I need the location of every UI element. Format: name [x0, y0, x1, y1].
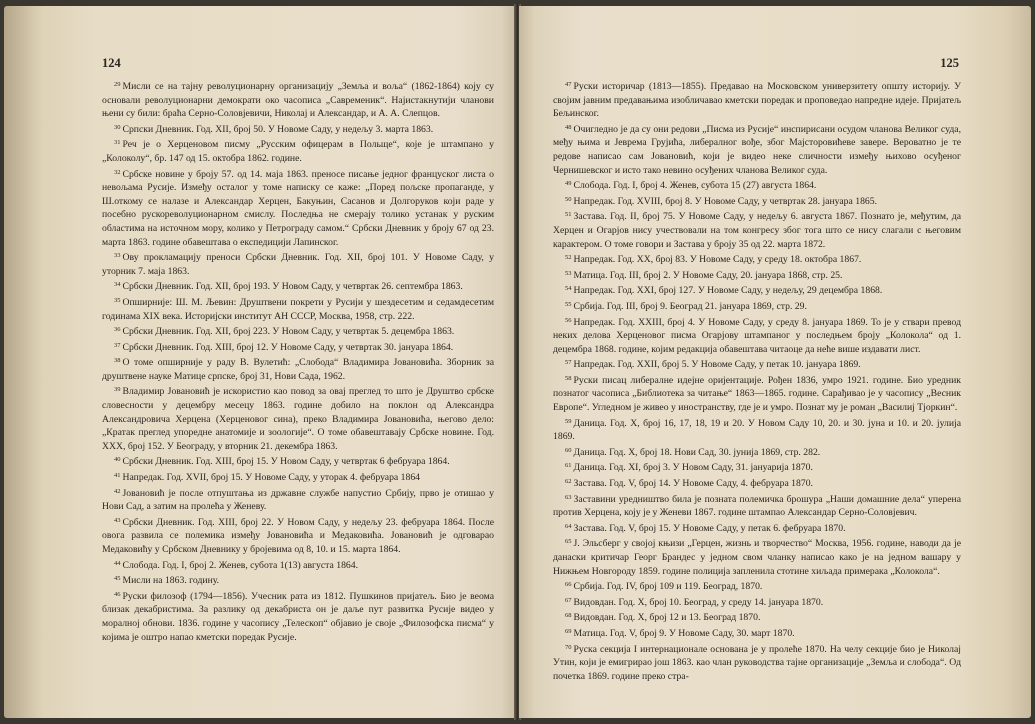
- footnote: [553, 251, 961, 267]
- footnote-number: 63: [565, 493, 572, 501]
- footnote-text: О томе опширније у раду В. Вулетић: „Слобода“ Владимира Јовановића. Зборник за друштвене науке Матице српске, број 31, Нови Сада, 1962.: [102, 357, 494, 382]
- footnote: [102, 485, 494, 514]
- footnote-number: 35: [114, 296, 121, 304]
- footnote: [553, 267, 961, 283]
- footnote-text: Руски историчар (1813—1855). Предавао на Московском универзитету општу историју. У својим јавним предавањима изобличавао кметски поредак и проповедао напредне идеје. Пријатељ Бељинског.: [553, 81, 961, 120]
- footnote: [553, 314, 961, 357]
- page-number: 125: [940, 56, 959, 70]
- footnote-number: 37: [114, 341, 121, 349]
- footnote-number: 53: [565, 269, 572, 277]
- footnote-number: 57: [565, 359, 572, 367]
- footnote: [102, 588, 494, 644]
- footnote-text: Напредак. Год. XX, број 83. У Новоме Саду, у среду 18. октобра 1867.: [573, 254, 862, 266]
- footnote-text: Заставини уредништво била је позната полемичка брошура „Наши домашние дела“ уперена против Херцена, коју је у Женеви 1867. године штампао Александар Серно-Соловјевич.: [553, 493, 961, 519]
- footnote: [102, 166, 494, 250]
- footnote-text: Србија. Год. III, број 9. Београд 21. јануара 1869, стр. 29.: [573, 300, 807, 312]
- footnote-text: Јовановић је после отпуштања из државне службе напустио Србију, прво је отишао у Нови Сад, а затим на пролећа у Женеву.: [102, 487, 494, 513]
- footnote: [553, 491, 961, 520]
- footnote: [553, 535, 961, 578]
- footnote: [553, 78, 961, 121]
- footnotes-column: [102, 78, 494, 644]
- footnote-text: Реч је о Херценовом писму „Русским офицерам в Польще“, које је штампано у „Колоколу“, бр. 147 од 15. октобра 1862. године.: [102, 139, 494, 164]
- footnote: [102, 354, 494, 383]
- footnote: [553, 356, 961, 372]
- footnote: [553, 121, 961, 177]
- footnote-text: Слобода. Год. I, број 4. Женев, субота 15 (27) августа 1864.: [573, 180, 817, 192]
- footnote-number: 51: [565, 211, 572, 219]
- footnote-text: Напредак. Год. XVII, број 15. У Новоме Саду, у уторак 4. фебруара 1864: [122, 472, 421, 484]
- footnote-number: 39: [114, 386, 121, 394]
- footnote-number: 55: [565, 300, 572, 308]
- footnote-number: 46: [114, 590, 121, 598]
- footnote-number: 40: [114, 456, 121, 464]
- footnote-text: Ј. Эльсберг у својој књизи „Герцен, жизнь и творчество“ Москва, 1956. године, наводи да је данаски критичар Георг Брандес у једном свом чланку написао како је на једном вашару у Нижњем Новгороду 1859. године полиција запленила стотине хиљада примерака „Колокола“.: [553, 538, 961, 577]
- footnote: [102, 323, 494, 339]
- footnote: [553, 594, 961, 610]
- footnote-text: Даница. Год. XI, број 3. У Новом Саду, 31. јануарија 1870.: [573, 462, 813, 474]
- footnote-text: Очигледно је да су они редови „Писма из Русије“ инспирисани осудом чланова Великог суда, међу њима и Јеврема Грујића, либералног вође, због Мајсторовићеве завере. Вероватно је те редове написао сам Јовановић, који је видео неке сличности између њихово осуђеног Чернишевског и исто тако невино осуђених чланова Великог суда.: [553, 123, 961, 176]
- footnote-number: 50: [565, 195, 572, 203]
- footnote-number: 61: [565, 462, 572, 470]
- footnote-number: 44: [114, 559, 121, 567]
- right-page: [519, 6, 1031, 718]
- footnote-text: Напредак. Год. XXI, број 127. У Новоме Саду, у недељу, 29 децембра 1868.: [573, 285, 883, 297]
- footnote-number: 31: [114, 139, 121, 147]
- footnote-text: Србски Дневник. Год. XII, број 193. У Новом Саду, у четвртак 26. септембра 1863.: [122, 281, 463, 293]
- footnote: [102, 121, 494, 137]
- footnote-number: 60: [565, 446, 572, 454]
- footnote-text: Руски филозоф (1794—1856). Учесник рата из 1812. Пушкинов пријатељ. Био је веома близак декабристима. За разлику од декабриста он је даље пут развитка Русије видео у моралној обнови. 1836. године у часопису „Телескоп“ објавио је своје „Филозофска писма“ у којима је оштро напао кметски поредак Русије.: [102, 590, 494, 643]
- footnote-number: 36: [114, 326, 121, 334]
- footnote-number: 38: [114, 357, 121, 365]
- footnote: [102, 469, 494, 485]
- footnote: [553, 415, 961, 444]
- footnote: [553, 625, 961, 641]
- footnote-number: 66: [565, 581, 572, 589]
- footnote: [553, 282, 961, 298]
- footnote-number: 32: [114, 168, 121, 176]
- footnote-number: 30: [114, 123, 121, 131]
- footnote-number: 64: [565, 522, 572, 530]
- footnote-text: Застава. Год. V, број 14. У Новоме Саду, 4. фебруара 1870.: [573, 478, 813, 490]
- footnote-text: Застава. Год. II, број 75. У Новоме Саду, у недељу 6. августа 1867. Познато је, међутим, да Херцен и Огарјов нису учествовали на том конгресу због тога што се нису слагали с његовим карактером. О томе говори и Застава у броју 35 од 22. марта 1872.: [553, 211, 961, 250]
- footnote-text: Владимир Јовановић је искористио као повод за овај преглед то што је Друштво србске словесности у децембру месецу 1863. године добило на поклон од Александра Александровича Херцена (Херценовог сина), преко Владимира Јовановића, његово дело: „Кратак преглед упоредне анатомије и зоологије“. О томе обавештавају Србске новине. Год. XXX, број 152. У Београду, у вторник 21. декембра 1863.: [102, 386, 494, 452]
- footnote: [553, 298, 961, 314]
- footnote: [553, 177, 961, 193]
- footnote: [553, 193, 961, 209]
- footnote-number: 70: [565, 643, 572, 651]
- footnote-text: Даница. Год. X, број 18. Нови Сад, 30. јунија 1869, стр. 282.: [573, 446, 821, 458]
- footnote: [102, 453, 494, 469]
- footnote: [102, 78, 494, 121]
- footnote: [102, 339, 494, 355]
- footnote: [553, 372, 961, 415]
- footnote-text: Ову прокламацију преноси Србски Дневник. Год. XII, број 101. У Новоме Саду, у уторник 7. маја 1863.: [102, 252, 494, 277]
- footnote-text: Србија. Год. IV, број 109 и 119. Београд, 1870.: [573, 581, 763, 593]
- footnote: [553, 459, 961, 475]
- footnote-number: 34: [114, 281, 121, 289]
- footnote-text: Србски Дневник. Год. XIII, број 15. У Новом Саду, у четвртак 6 фебруара 1864.: [122, 456, 450, 468]
- footnote-text: Матица. Год. V, број 9. У Новоме Саду, 30. март 1870.: [573, 627, 795, 639]
- footnote-number: 69: [565, 627, 572, 635]
- footnote-number: 54: [565, 285, 572, 293]
- footnote-number: 33: [114, 252, 121, 260]
- footnote-text: Мисли се на тајну револуционарну организацију „Земља и воља“ (1862-1864) коју су основали револуционарни демократи око часописа „Савременик“. Најистакнутији чланови њени су били: браћа Серно-Соловјевичи, Николај и Александар, и А. А. Слепцов.: [102, 81, 494, 120]
- footnote: [102, 572, 494, 588]
- footnote-text: Матица. Год. III, број 2. У Новоме Саду, 20. јануара 1868, стр. 25.: [573, 269, 843, 281]
- footnote-text: Слобода. Год. I, број 2. Женев, субота 1(13) августа 1864.: [122, 559, 359, 571]
- footnote-number: 47: [565, 81, 572, 88]
- footnote-text: Видовдан. Год. X, број 10. Београд, у среду 14. јануара 1870.: [573, 596, 824, 608]
- footnote-text: Руски писац либералне идејне оријентације. Рођен 1836, умро 1921. године. Био уредник познатог часописа „Библиотека за читање“ 1863—1865. године. Сарађивао је у часопису „Весник Европе“. Угледном је живео у иностранству, где је и умро. Познат му је роман „Василиј Тјоркин“.: [553, 374, 961, 414]
- footnote: [553, 208, 961, 251]
- footnote: [553, 444, 961, 460]
- footnote-text: Србске новине у броју 57. од 14. маја 1863. преносе писање једног француског листа о невољама Русије. Између осталог у томе написку се каже: „Поред пољске пропаганде, у Ш.откому се налазе и Александар Херцен, Бакуњин, Сасанов и Долгоруков који раде у посебно рускореволуционарном смислу. Последња не смерају толико устанак у руским областима на источном мору, колико у Петрограду самом.“ Србски Дневник у броју 67 од 23. марта 1863. године обавештава о експедицији Лапинског.: [102, 168, 494, 248]
- footnote: [102, 249, 494, 278]
- footnote: [553, 578, 961, 594]
- footnote-number: 65: [565, 538, 572, 546]
- footnote-text: Напредак. Год. XVIII, број 8. У Новоме Саду, у четвртак 28. јануара 1865.: [573, 195, 878, 207]
- footnote-text: Мисли на 1863. годину.: [122, 575, 220, 587]
- footnote-text: Српски Дневник. Год. XII, број 50. У Новоме Саду, у недељу 3. марта 1863.: [122, 123, 434, 135]
- footnote-number: 56: [565, 316, 572, 324]
- footnote-text: Даница. Год. X, број 16, 17, 18, 19 и 20. У Новом Саду 10, 20. и 30. јуна и 10. и 20. јулија 1869.: [553, 417, 961, 443]
- left-page: [4, 6, 516, 718]
- footnote-number: 48: [565, 123, 572, 131]
- footnotes-column: [553, 78, 961, 683]
- footnote: [102, 294, 494, 323]
- footnote-text: Застава. Год. V, број 15. У Новоме Саду, у петак 6. фебруара 1870.: [573, 522, 846, 534]
- footnote: [553, 609, 961, 625]
- footnote: [102, 557, 494, 573]
- footnote: [102, 383, 494, 453]
- footnote-number: 62: [565, 478, 572, 486]
- footnote-text: Видовдан. Год. X, број 12 и 13. Београд 1870.: [573, 612, 761, 624]
- footnote-text: Напредак. Год. XXII, број 5. У Новоме Саду, у петак 10. јануара 1869.: [573, 359, 861, 371]
- footnote: [102, 514, 494, 557]
- footnote-number: 42: [114, 487, 121, 495]
- footnote-text: Србски Дневник. Год. XII, број 223. У Новом Саду, у четвртак 5. децембра 1863.: [122, 326, 455, 338]
- footnote-text: Србски Дневник. Год. XIII, број 12. У Новоме Саду, у четвртак 30. јануара 1864.: [122, 341, 454, 353]
- page-number: 124: [102, 56, 121, 70]
- footnote-text: Опширније: Ш. М. Љевин: Друштвени покрети у Русији у шездесетим и седамдесетим годинама XIX века. Историјски институт АН СССР, Москва, 1958, стр. 222.: [102, 296, 494, 322]
- footnote-number: 58: [565, 374, 572, 382]
- footnote-number: 43: [114, 516, 121, 524]
- footnote-number: 41: [114, 472, 121, 480]
- footnote-text: Руска секција I интернационале основана је у пролеће 1870. На челу секције био је Николај Утин, који је емигрирао још 1863. као члан руководства тајне организације „Земља и слобода“. Од почетка 1869. године преко стра-: [553, 643, 961, 682]
- footnote-number: 68: [565, 612, 572, 620]
- footnote: [553, 520, 961, 536]
- footnote-text: Напредак. Год. XXIII, број 4. У Новоме Саду, у среду 8. јануара 1869. То је у ствари превод неких делова Херценовог писма Огарјову штампаног у последњем броју „Колокола“ од 1. децембра 1868. године, којим редакција обавештава читаоце да неће више издавати лист.: [553, 316, 961, 355]
- footnote-number: 52: [565, 254, 572, 262]
- footnote: [553, 475, 961, 491]
- footnote-number: 45: [114, 575, 121, 583]
- footnote-number: 49: [565, 180, 572, 188]
- footnote-number: 67: [565, 596, 572, 604]
- footnote: [553, 641, 961, 684]
- footnote-text: Србски Дневник. Год. XIII, број 22. У Новом Саду, у недељу 23. фебруара 1864. После овога развила се полемика између Јовановића и Медаковића. Јовановић је одговарао Медаковићу у Србском Дневнику у бројевима од 8, 10. и 15. марта 1864.: [102, 516, 494, 555]
- footnote: [102, 136, 494, 165]
- footnote-number: 59: [565, 417, 572, 425]
- footnote-number: 29: [114, 81, 121, 88]
- footnote: [102, 278, 494, 294]
